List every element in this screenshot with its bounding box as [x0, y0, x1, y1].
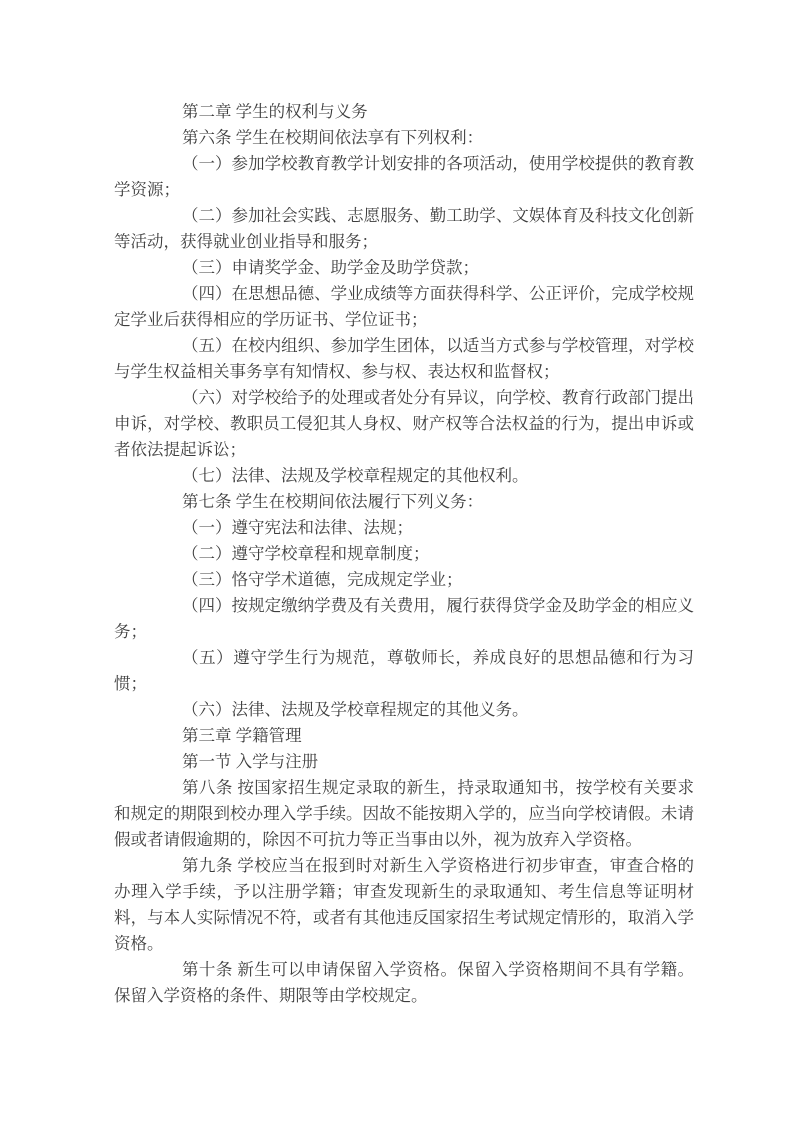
article-paragraph: 第六条 学生在校期间依法享有下列权利： — [182, 128, 484, 147]
section-heading: 第一节 入学与注册 — [182, 752, 319, 771]
list-item-paragraph: （三）恪守学术道德，完成规定学业； — [182, 570, 463, 589]
list-item-paragraph: （一）参加学校教育教学计划安排的各项活动，使用学校提供的教育教学资源； — [114, 154, 694, 199]
list-item-paragraph: （六）法律、法规及学校章程规定的其他义务。 — [182, 700, 529, 719]
list-item-paragraph: （七）法律、法规及学校章程规定的其他权利。 — [182, 466, 529, 485]
chapter-heading: 第二章 学生的权利与义务 — [182, 102, 368, 121]
list-item-paragraph: （六）对学校给予的处理或者处分有异议，向学校、教育行政部门提出申诉，对学校、教职员工侵犯其人身权、财产权等合法权益的行为，提出申诉或者依法提起诉讼； — [114, 388, 694, 459]
document-body — [114, 99, 694, 1009]
list-item-paragraph: （五）遵守学生行为规范，尊敬师长，养成良好的思想品德和行为习惯； — [114, 648, 694, 693]
article-paragraph: 第八条 按国家招生规定录取的新生，持录取通知书，按学校有关要求和规定的期限到校办理入学手续。因故不能按期入学的，应当向学校请假。未请假或者请假逾期的，除因不可抗力等正当事由以外，视为放弃入学资格。 — [114, 778, 694, 849]
list-item-paragraph: （二）遵守学校章程和规章制度； — [182, 544, 430, 563]
article-paragraph: 第九条 学校应当在报到时对新生入学资格进行初步审查，审查合格的办理入学手续，予以注册学籍；审查发现新生的录取通知、考生信息等证明材料，与本人实际情况不符，或者有其他违反国家招生考试规定情形的，取消入学资格。 — [114, 856, 694, 953]
list-item-paragraph: （一）遵守宪法和法律、法规； — [182, 518, 413, 537]
article-paragraph: 第十条 新生可以申请保留入学资格。保留入学资格期间不具有学籍。保留入学资格的条件、期限等由学校规定。 — [114, 960, 694, 1005]
list-item-paragraph: （二）参加社会实践、志愿服务、勤工助学、文娱体育及科技文化创新等活动，获得就业创业指导和服务； — [114, 206, 694, 251]
list-item-paragraph: （四）在思想品德、学业成绩等方面获得科学、公正评价，完成学校规定学业后获得相应的学历证书、学位证书； — [114, 284, 694, 329]
list-item-paragraph: （五）在校内组织、参加学生团体，以适当方式参与学校管理，对学校与学生权益相关事务享有知情权、参与权、表达权和监督权； — [114, 336, 694, 381]
list-item-paragraph: （四）按规定缴纳学费及有关费用，履行获得贷学金及助学金的相应义务； — [114, 596, 694, 641]
chapter-heading: 第三章 学籍管理 — [182, 726, 302, 745]
article-paragraph: 第七条 学生在校期间依法履行下列义务： — [182, 492, 484, 511]
list-item-paragraph: （三）申请奖学金、助学金及助学贷款； — [182, 258, 479, 277]
